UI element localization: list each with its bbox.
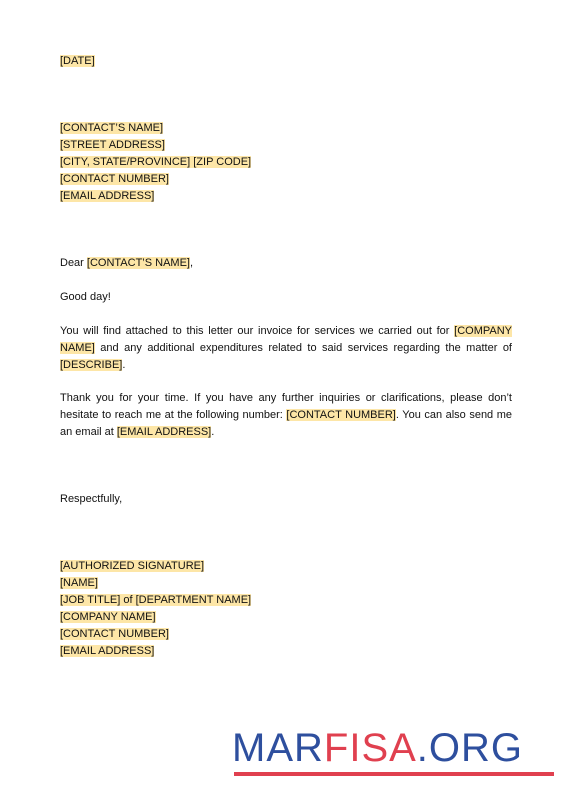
paragraph-invoice-describe: [DESCRIBE] [60, 359, 123, 371]
recipient-contact-number [60, 171, 169, 188]
watermark-logo-text [232, 726, 554, 770]
paragraph-thanks [60, 390, 512, 441]
signature-email-address [60, 643, 154, 660]
recipient-city-state-zip-text: [CITY, STATE/PROVINCE] [ZIP CODE] [60, 156, 252, 168]
date-placeholder: [DATE] [60, 55, 95, 67]
recipient-email-address [60, 188, 154, 205]
paragraph-invoice-text1: You will find attached to this letter our invoice for services we carried out for [60, 325, 455, 337]
signature-name-text: [NAME] [60, 577, 98, 589]
signature-contact-number-text: [CONTACT NUMBER] [60, 628, 169, 640]
signature-contact-number [60, 626, 169, 643]
paragraph-thanks-text2: . You can also send me an email at [60, 409, 512, 438]
paragraph-invoice-company: [COMPANY NAME] [60, 325, 512, 354]
greeting: Good day! [60, 291, 111, 303]
watermark-part2: FISA [323, 726, 417, 770]
signature-job-title-text: [JOB TITLE] of [DEPARTMENT NAME] [60, 594, 252, 606]
salutation-suffix: , [189, 257, 194, 269]
signature-email-address-text: [EMAIL ADDRESS] [60, 645, 155, 657]
recipient-street-address [60, 137, 165, 154]
paragraph-invoice [60, 323, 512, 374]
paragraph-invoice-text3: . [122, 359, 126, 371]
watermark-part1: MAR [232, 726, 324, 770]
signature-name [60, 575, 98, 592]
recipient-street-address-text: [STREET ADDRESS] [60, 139, 165, 151]
signature-authorized-text: [AUTHORIZED SIGNATURE] [60, 560, 205, 572]
watermark-part3: .ORG [416, 726, 524, 770]
salutation-prefix: Dear [60, 257, 87, 269]
paragraph-invoice-text2: and any additional expenditures related to said services regarding the matter of [94, 342, 512, 354]
watermark-underline [234, 772, 554, 776]
recipient-contact-number-text: [CONTACT NUMBER] [60, 173, 169, 185]
paragraph-thanks-text1: Thank you for your time. If you have any further inquiries or clarifications, please don’t hesitate to reach me at the following number: [60, 392, 512, 421]
recipient-city-state-zip [60, 154, 251, 171]
signature-company-name-text: [COMPANY NAME] [60, 611, 156, 623]
closing: Respectfully, [60, 493, 123, 505]
salutation [60, 255, 193, 272]
signature-company-name [60, 609, 156, 626]
watermark-logo [232, 726, 554, 780]
paragraph-thanks-text3: . [211, 426, 215, 438]
recipient-contact-name [60, 120, 163, 137]
date-line [60, 53, 95, 70]
recipient-contact-name-text: [CONTACT’S NAME] [60, 122, 164, 134]
paragraph-thanks-number: [CONTACT NUMBER] [286, 409, 396, 421]
signature-job-title [60, 592, 251, 609]
salutation-name: [CONTACT’S NAME] [86, 257, 190, 269]
paragraph-thanks-email: [EMAIL ADDRESS] [116, 426, 212, 438]
signature-authorized [60, 558, 204, 575]
recipient-email-address-text: [EMAIL ADDRESS] [60, 190, 155, 202]
